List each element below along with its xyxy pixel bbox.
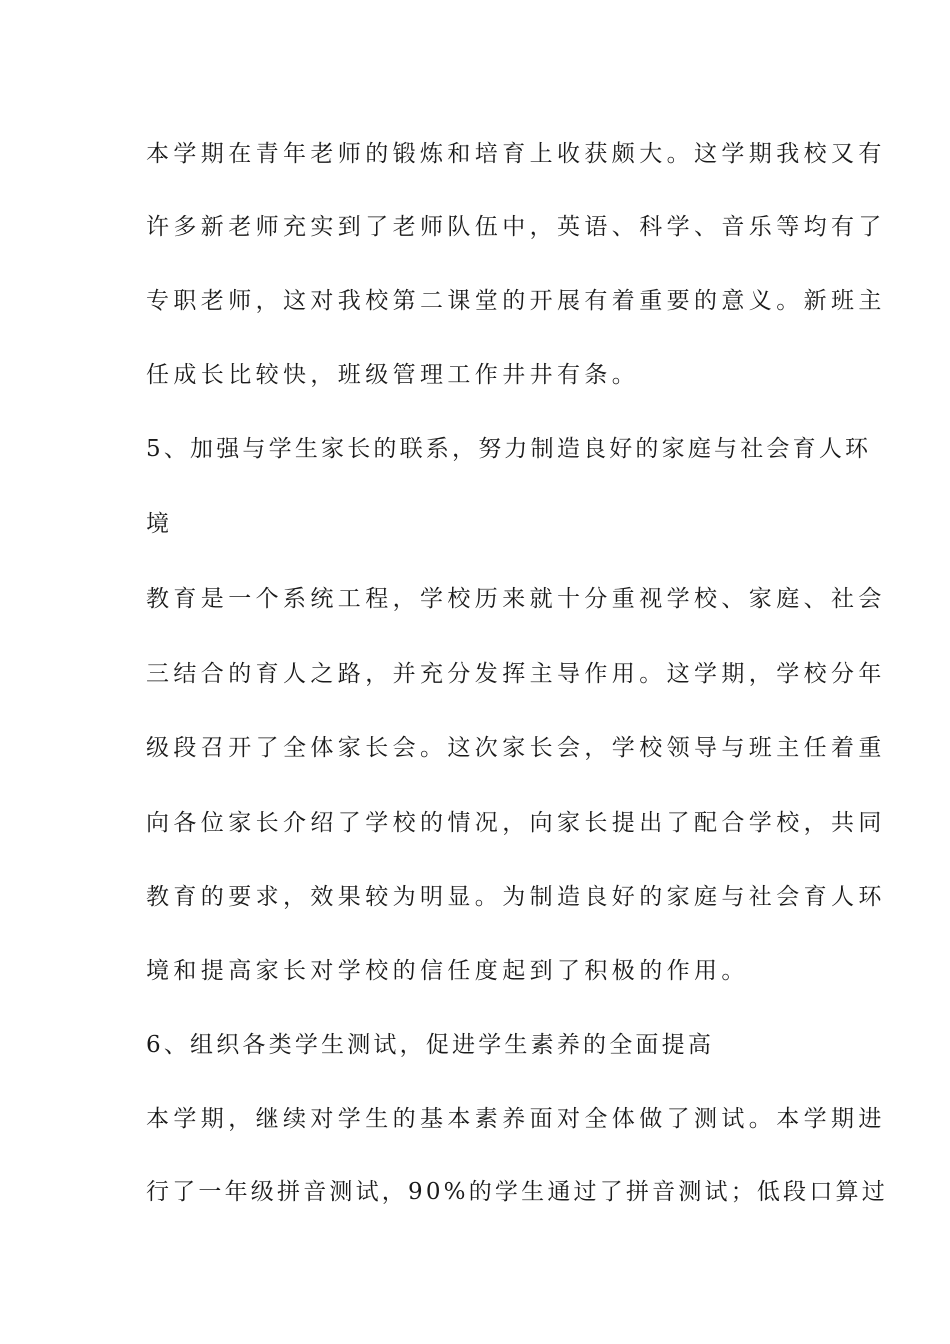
section-heading-5: 5、加强与学生家长的联系，努力制造良好的家庭与社会育人环 (146, 436, 872, 462)
paragraph-line: 任成长比较快，班级管理工作井井有条。 (146, 362, 640, 388)
paragraph-line: 教育的要求，效果较为明显。为制造良好的家庭与社会育人环 (146, 884, 886, 910)
section-heading-5-continuation: 境 (146, 511, 174, 537)
section-heading-6: 6、组织各类学生测试，促进学生素养的全面提高 (146, 1032, 715, 1058)
paragraph-line: 级段召开了全体家长会。这次家长会，学校领导与班主任着重 (146, 735, 886, 761)
paragraph-line: 行了一年级拼音测试，90%的学生通过了拼音测试；低段口算过 (146, 1179, 888, 1205)
paragraph-line: 本学期，继续对学生的基本素养面对全体做了测试。本学期进 (146, 1106, 886, 1132)
paragraph-line: 向各位家长介绍了学校的情况，向家长提出了配合学校，共同 (146, 810, 886, 836)
paragraph-line: 许多新老师充实到了老师队伍中，英语、科学、音乐等均有了 (146, 214, 886, 240)
paragraph-line: 专职老师，这对我校第二课堂的开展有着重要的意义。新班主 (146, 288, 886, 314)
paragraph-line: 境和提高家长对学校的信任度起到了积极的作用。 (146, 958, 749, 984)
paragraph-line: 本学期在青年老师的锻炼和培育上收获颇大。这学期我校又有 (146, 141, 886, 167)
paragraph-line: 三结合的育人之路，并充分发挥主导作用。这学期，学校分年 (146, 661, 886, 687)
paragraph-line: 教育是一个系统工程，学校历来就十分重视学校、家庭、社会 (146, 586, 886, 612)
